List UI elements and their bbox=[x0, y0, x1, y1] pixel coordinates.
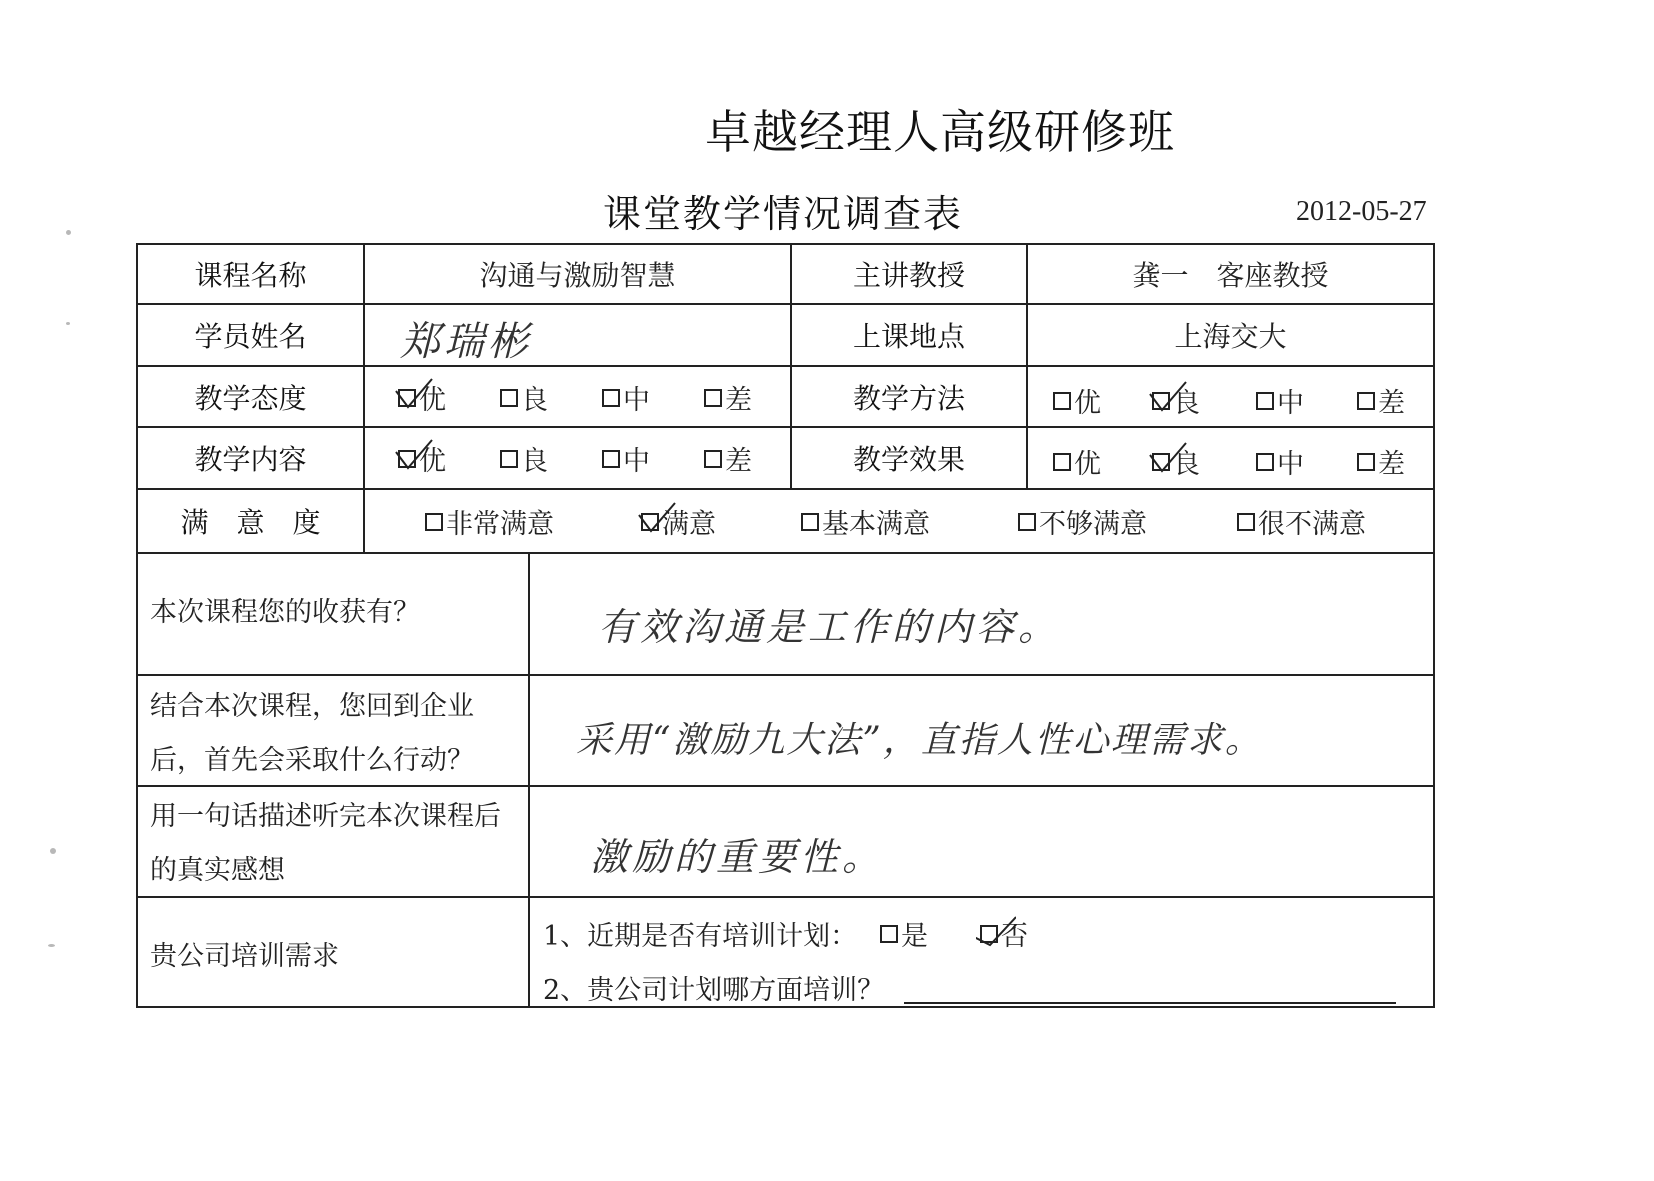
checkbox[interactable] bbox=[398, 450, 416, 468]
option-label: 优 bbox=[1074, 388, 1101, 419]
attitude-option-3[interactable] bbox=[704, 378, 752, 417]
training-plan-question bbox=[543, 914, 857, 953]
student-signature: 郑瑞彬 bbox=[400, 319, 532, 365]
training-area-question: 2、贵公司计划哪方面培训？ bbox=[543, 975, 885, 1006]
action-answer: 采用“激励九大法”，直指人性心理需求。 bbox=[576, 720, 1263, 761]
gains-question: 本次课程您的收获有？ bbox=[150, 597, 420, 628]
content-option-1[interactable] bbox=[500, 439, 548, 478]
form-date: 2012-05-27 bbox=[1296, 196, 1427, 227]
option-label: 差 bbox=[725, 385, 752, 416]
method-label: 教学方法 bbox=[852, 381, 965, 415]
venue-value: 上海交大 bbox=[1174, 320, 1287, 353]
checkbox[interactable] bbox=[1152, 392, 1170, 410]
checkbox[interactable] bbox=[1152, 453, 1170, 471]
checkbox[interactable] bbox=[801, 513, 819, 531]
checkbox[interactable] bbox=[1237, 513, 1255, 531]
checkbox[interactable] bbox=[1256, 392, 1274, 410]
lecturer-value: 龚一 客座教授 bbox=[1132, 259, 1329, 292]
effect-option-0[interactable] bbox=[1053, 442, 1101, 481]
option-label: 中 bbox=[1277, 388, 1304, 419]
checkbox[interactable] bbox=[980, 925, 998, 943]
venue-label: 上课地点 bbox=[852, 320, 965, 353]
attitude-label: 教学态度 bbox=[194, 381, 307, 415]
effect-option-2[interactable] bbox=[1256, 442, 1304, 481]
checkbox[interactable] bbox=[1053, 392, 1071, 410]
checkbox[interactable] bbox=[1018, 513, 1036, 531]
option-label: 优 bbox=[1074, 449, 1101, 480]
method-option-1[interactable] bbox=[1152, 381, 1200, 420]
student-name-label: 学员姓名 bbox=[194, 320, 307, 353]
satisfaction-option-1[interactable] bbox=[641, 502, 716, 541]
checkbox[interactable] bbox=[425, 513, 443, 531]
checkbox[interactable] bbox=[704, 450, 722, 468]
satisfaction-option-0[interactable] bbox=[425, 502, 554, 541]
training-item1-text: 1、近期是否有培训计划： bbox=[543, 921, 858, 952]
content-label: 教学内容 bbox=[194, 443, 307, 476]
training-plan-yes[interactable]: 是 bbox=[880, 914, 928, 953]
checkbox[interactable] bbox=[500, 450, 518, 468]
content-option-0[interactable] bbox=[398, 439, 446, 478]
attitude-option-2[interactable] bbox=[602, 378, 650, 417]
training-plan-no[interactable]: 否 bbox=[980, 914, 1028, 953]
form-title: 课堂教学情况调查表 bbox=[602, 192, 963, 236]
training-area-blank[interactable] bbox=[904, 1002, 1396, 1004]
gains-answer: 有效沟通是工作的内容。 bbox=[598, 605, 1061, 649]
course-name-label: 课程名称 bbox=[194, 259, 307, 292]
effect-label: 教学效果 bbox=[852, 443, 965, 476]
scan-speck bbox=[50, 848, 56, 854]
option-label: 差 bbox=[725, 446, 752, 477]
scan-speck bbox=[48, 944, 55, 947]
checkbox[interactable] bbox=[641, 513, 659, 531]
satisfaction-option-2[interactable] bbox=[801, 502, 930, 541]
attitude-option-1[interactable] bbox=[500, 378, 548, 417]
training-needs-label: 贵公司培训需求 bbox=[150, 941, 339, 972]
satisfaction-label: 满 意 度 bbox=[180, 506, 321, 539]
method-option-3[interactable] bbox=[1357, 381, 1405, 420]
option-label: 很不满意 bbox=[1258, 509, 1366, 540]
satisfaction-option-4[interactable] bbox=[1237, 502, 1366, 541]
checkbox[interactable] bbox=[602, 450, 620, 468]
checkbox[interactable] bbox=[880, 925, 898, 943]
option-label: 优 bbox=[419, 385, 446, 416]
checkbox[interactable] bbox=[500, 389, 518, 407]
option-label: 满意 bbox=[662, 509, 716, 540]
option-label: 不够满意 bbox=[1039, 509, 1147, 540]
feeling-answer: 激励的重要性。 bbox=[590, 835, 885, 879]
option-label: 良 bbox=[521, 385, 548, 416]
option-label: 良 bbox=[521, 446, 548, 477]
option-label: 良 bbox=[1173, 388, 1200, 419]
lecturer-label: 主讲教授 bbox=[852, 259, 965, 292]
checkbox[interactable] bbox=[1357, 453, 1375, 471]
effect-option-3[interactable] bbox=[1357, 442, 1405, 481]
action-question: 结合本次课程，您回到企业后，首先会采取什么行动？ bbox=[150, 691, 474, 776]
checkbox[interactable] bbox=[1053, 453, 1071, 471]
option-label: 中 bbox=[623, 385, 650, 416]
option-label: 非常满意 bbox=[446, 509, 554, 540]
course-name-value: 沟通与激励智慧 bbox=[479, 259, 676, 292]
option-label: 差 bbox=[1378, 388, 1405, 419]
option-label: 差 bbox=[1378, 449, 1405, 480]
option-label: 中 bbox=[623, 446, 650, 477]
feeling-question: 用一句话描述听完本次课程后的真实感想 bbox=[150, 801, 501, 886]
option-label: 基本满意 bbox=[822, 509, 930, 540]
scan-speck bbox=[66, 230, 71, 235]
program-title: 卓越经理人高级研修班 bbox=[705, 105, 1175, 159]
checkbox[interactable] bbox=[602, 389, 620, 407]
option-label: 优 bbox=[419, 446, 446, 477]
satisfaction-option-3[interactable] bbox=[1018, 502, 1147, 541]
option-label: 良 bbox=[1173, 449, 1200, 480]
method-option-0[interactable] bbox=[1053, 381, 1101, 420]
method-option-2[interactable] bbox=[1256, 381, 1304, 420]
checkbox[interactable] bbox=[398, 389, 416, 407]
content-option-2[interactable] bbox=[602, 439, 650, 478]
checkbox[interactable] bbox=[1357, 392, 1375, 410]
content-option-3[interactable] bbox=[704, 439, 752, 478]
option-label: 中 bbox=[1277, 449, 1304, 480]
effect-option-1[interactable] bbox=[1152, 442, 1200, 481]
attitude-option-0[interactable] bbox=[398, 378, 446, 417]
checkbox[interactable] bbox=[704, 389, 722, 407]
scan-speck bbox=[66, 322, 70, 325]
checkbox[interactable] bbox=[1256, 453, 1274, 471]
